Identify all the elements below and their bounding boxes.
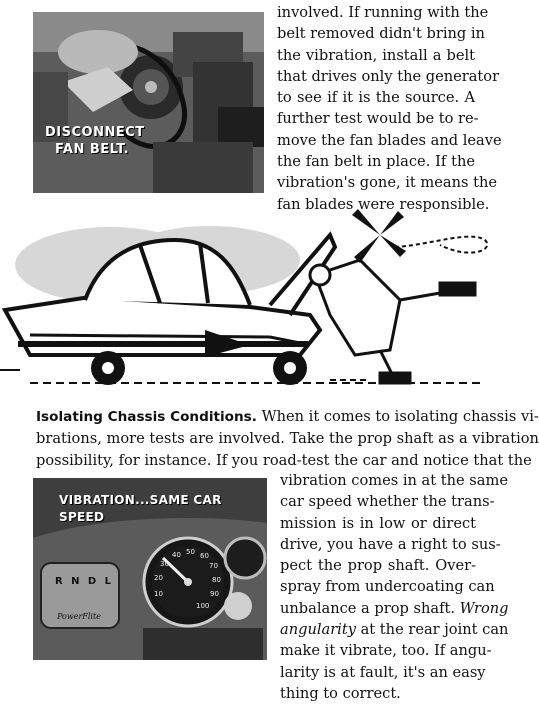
- gear-l: L: [104, 576, 111, 587]
- car-cartoon-illustration: [0, 205, 500, 390]
- speedo-number: 90: [210, 590, 219, 598]
- text-line: possibility, for instance. If you road-test the car and notice that the: [36, 451, 532, 469]
- text-line: car speed whether the trans-: [280, 493, 495, 511]
- chassis-intro-paragraph: [36, 406, 539, 471]
- text-line: that drives only the generator: [277, 67, 500, 85]
- engine-illustration: [33, 12, 264, 193]
- text-line: fan blades were responsible.: [277, 195, 490, 213]
- italic-phrase: angularity: [280, 621, 356, 639]
- gear-d: D: [87, 576, 97, 587]
- gear-n: N: [71, 576, 80, 587]
- speedo-number: 80: [212, 576, 221, 584]
- engine-photo: [33, 12, 264, 193]
- caption-line-2: FAN BELT.: [55, 142, 130, 157]
- text-line: belt removed didn't bring in: [277, 25, 485, 43]
- text-line: drive, you have a right to sus-: [280, 535, 501, 553]
- text-line: make it vibrate, too. If angu-: [280, 642, 492, 660]
- text-line: mission is in low or direct: [280, 514, 476, 532]
- text-line: Isolating Chassis Conditions. When it comes to isolating chassis vi-: [36, 408, 539, 425]
- dashboard-photo: [33, 478, 267, 660]
- speedo-number: 40: [172, 551, 181, 559]
- speedo-number: 60: [200, 552, 209, 560]
- italic-phrase: Wrong: [459, 599, 509, 617]
- text-line: thing to correct.: [280, 684, 401, 702]
- car-stripe: [18, 341, 308, 347]
- dashboard-caption: VIBRATION...SAME CAR SPEED: [59, 493, 222, 524]
- text-line: brations, more tests are involved. Take the prop shaft as a vibration: [36, 430, 539, 448]
- caption-line-1: DISCONNECT: [45, 125, 145, 140]
- text-line: angularity at the rear joint can: [280, 621, 509, 639]
- engine-photo-caption: [45, 124, 145, 158]
- text-line: the vibration, install a belt: [277, 46, 475, 64]
- text-line: unbalance a prop shaft. Wrong: [280, 599, 509, 617]
- text-line: move the fan blades and leave: [277, 131, 502, 149]
- speedo-number: 50: [186, 548, 195, 556]
- gear-r: R: [55, 576, 63, 587]
- mechanic-figure: [310, 260, 475, 383]
- speedo-number: 20: [154, 574, 163, 582]
- text-line: vibration's gone, it means the: [277, 174, 498, 192]
- text-line: to see if it is the source. A: [277, 89, 475, 107]
- speedo-number: 10: [154, 590, 163, 598]
- text-line: vibration comes in at the same: [280, 472, 508, 489]
- top-paragraph: [277, 2, 502, 215]
- text-line: involved. If running with the: [277, 4, 489, 21]
- text-line: spray from undercoating can: [280, 578, 495, 596]
- speedo-number: 30: [160, 560, 169, 568]
- speedo-number: 100: [196, 602, 210, 610]
- speedo-number: 70: [209, 562, 218, 570]
- powerflite-label: PowerFlite: [57, 612, 101, 621]
- text-line: pect the prop shaft. Over-: [280, 557, 476, 575]
- chassis-column-paragraph: [280, 470, 509, 704]
- fan-blade-icon: [352, 209, 406, 263]
- text-line: the fan belt in place. If the: [277, 153, 475, 171]
- section-heading: Isolating Chassis Conditions.: [36, 409, 257, 425]
- fan-belt-loop: [395, 237, 487, 253]
- gear-selector-letters: [55, 576, 111, 587]
- text-line: further test would be to re-: [277, 110, 479, 128]
- speedometer-numbers: [152, 546, 224, 618]
- text-line: larity is at fault, it's an easy: [280, 663, 486, 681]
